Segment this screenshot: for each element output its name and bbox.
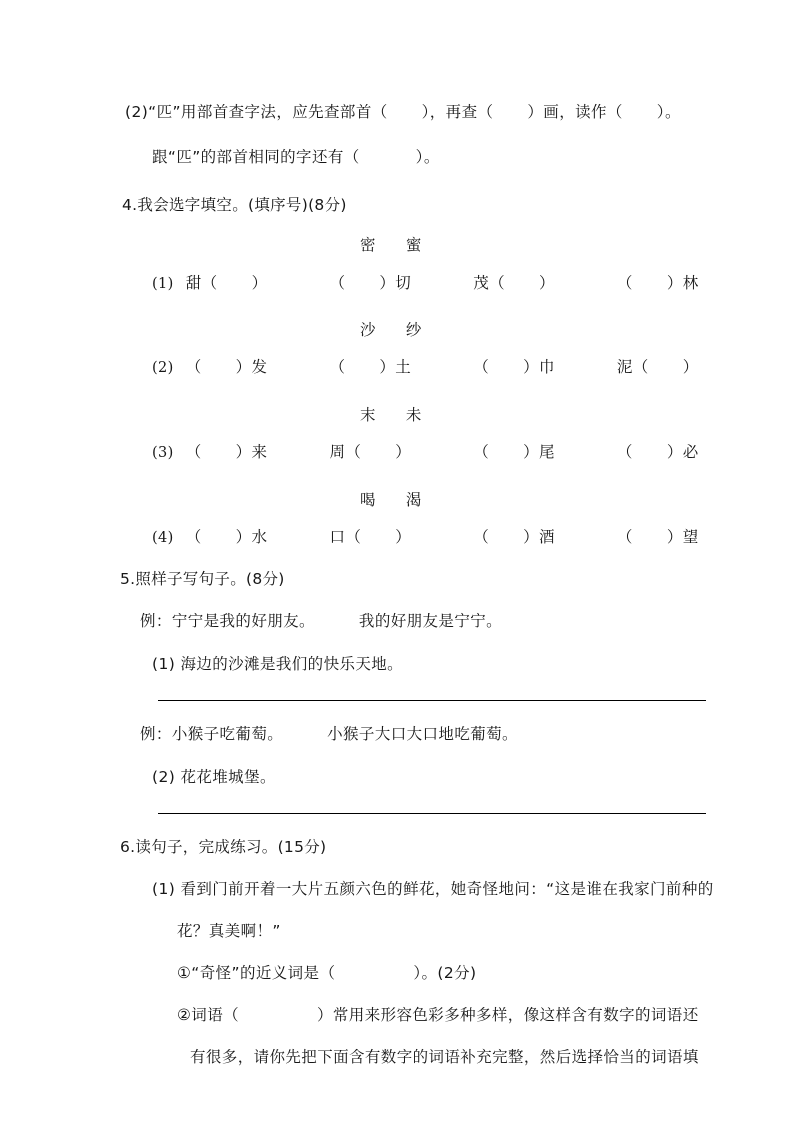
q4-group-2-choice-2: 纱 <box>405 321 422 339</box>
q5-example-1 <box>140 614 502 630</box>
q4-g1-c4-post: ）林 <box>666 274 699 292</box>
q4-g2-c4-post: ） <box>682 358 699 376</box>
q3-item2-line1-part3: ）画，读作（ <box>527 103 623 121</box>
q4-g1-c4-pre: （ <box>616 274 633 292</box>
q4-group-1-choices <box>360 233 422 255</box>
q4-g3-c2-post: ） <box>395 443 412 461</box>
q4-g1-c2-pre: （ <box>329 274 346 292</box>
q4-group-3-choice-1: 末 <box>360 406 376 424</box>
q4-g3-c4-pre: （ <box>616 443 633 461</box>
q4-g4-c2-pre: 口（ <box>329 528 362 546</box>
q4-group-2-number: (2) <box>152 360 174 376</box>
q4-g3-c1-pre: （ <box>185 443 202 461</box>
q6-item-1-line-1: (1) 看到门前开着一大片五颜六色的鲜花，她奇怪地问：“这是谁在我家门前种的 <box>152 880 714 898</box>
q4-g1-c2-post: ）切 <box>379 274 412 292</box>
q4-group-2-choices <box>360 318 422 340</box>
q3-item2-line2-part2: ）。 <box>415 148 440 166</box>
q4-group-2-row <box>152 360 699 376</box>
q4-g2-c1-pre: （ <box>185 358 202 376</box>
q4-g2-c2-pre: （ <box>329 358 346 376</box>
q4-group-3-choices <box>360 403 422 425</box>
q4-group-3-number: (3) <box>152 445 174 461</box>
q4-group-3-choice-2: 未 <box>405 406 422 424</box>
q6-sub-2-suffix: ）常用来形容色彩多种多样，像这样含有数字的词语还 <box>317 1006 699 1024</box>
q4-group-1-choice-1: 密 <box>360 236 376 254</box>
q4-group-4-choice-1: 喝 <box>360 491 376 509</box>
q4-g2-c3-post: ）巾 <box>523 358 555 376</box>
q5-item-2: (2) 花花堆城堡。 <box>152 768 276 786</box>
q3-item2-line1 <box>125 105 681 121</box>
q4-g4-c3-pre: （ <box>473 528 490 546</box>
q4-g3-c2-pre: 周（ <box>329 443 362 461</box>
q4-group-1-choice-2: 蜜 <box>405 236 422 254</box>
q5-example-2-label: 例： <box>140 725 172 743</box>
q4-group-4-choice-2: 渴 <box>405 491 422 509</box>
q6-sub-1-suffix: ）。(2分) <box>413 964 477 982</box>
q5-example-1-rewritten: 我的好朋友是宁宁。 <box>358 612 503 630</box>
q4-g2-c1-post: ）发 <box>235 358 268 376</box>
q5-example-1-original: 宁宁是我的好朋友。 <box>171 612 315 630</box>
q5-item-1-answer-line[interactable] <box>158 700 706 701</box>
q4-g2-c4-pre: 泥（ <box>616 358 649 376</box>
q4-g4-c4-pre: （ <box>616 528 633 546</box>
q4-g1-c3-post: ） <box>539 274 555 292</box>
q4-group-1-row <box>152 276 699 292</box>
q6-sub-1 <box>177 966 476 982</box>
q4-g1-c3-pre: 茂（ <box>473 274 505 292</box>
q4-g4-c1-pre: （ <box>185 528 202 546</box>
q3-item2-line2 <box>152 150 440 166</box>
q4-g1-c1-post: ） <box>251 274 268 292</box>
q5-heading: 5.照样子写句子。(8分) <box>120 570 285 588</box>
q5-item-2-answer-line[interactable] <box>158 813 706 814</box>
q6-heading: 6.读句子，完成练习。(15分) <box>120 838 327 856</box>
q4-group-1-number: (1) <box>152 276 174 292</box>
q4-g2-c3-pre: （ <box>473 358 490 376</box>
q4-g4-c3-post: ）酒 <box>523 528 555 546</box>
q6-sub-2-text: ②词语（ <box>177 1006 239 1024</box>
q3-item2-line1-part2: ），再查（ <box>421 103 494 121</box>
q4-group-4-choices <box>360 488 422 510</box>
q5-example-1-label: 例： <box>140 612 172 630</box>
q4-group-4-row <box>152 530 699 546</box>
q4-group-2-choice-1: 沙 <box>360 321 376 339</box>
q5-item-1: (1) 海边的沙滩是我们的快乐天地。 <box>152 655 404 673</box>
q6-sub-2-line-1 <box>177 1008 699 1024</box>
q4-g3-c4-post: ）必 <box>666 443 699 461</box>
q3-item2-line1-part1: (2)“匹”用部首查字法，应先查部首（ <box>125 103 388 121</box>
q3-item2-line1-part4: ）。 <box>656 103 681 121</box>
q4-g2-c2-post: ）土 <box>379 358 412 376</box>
q4-group-4-number: (4) <box>152 530 174 546</box>
q4-g4-c1-post: ）水 <box>235 528 268 546</box>
q4-g3-c1-post: ）来 <box>235 443 268 461</box>
q4-heading: 4.我会选字填空。(填序号)(8分) <box>122 196 347 214</box>
q6-item-1-line-2: 花？真美啊！” <box>177 922 281 940</box>
q4-g3-c3-post: ）尾 <box>523 443 555 461</box>
q6-sub-2-line-2: 有很多，请你先把下面含有数字的词语补充完整，然后选择恰当的词语填 <box>190 1048 699 1066</box>
q4-g4-c4-post: ）望 <box>666 528 699 546</box>
q5-example-2-rewritten: 小猴子大口大口地吃葡萄。 <box>327 725 518 743</box>
q4-g1-c1-pre: 甜（ <box>185 274 218 292</box>
q4-g4-c2-post: ） <box>395 528 412 546</box>
q4-g3-c3-pre: （ <box>473 443 490 461</box>
q3-item2-line2-part1: 跟“匹”的部首相同的字还有（ <box>152 148 360 166</box>
q6-sub-1-text: ①“奇怪”的近义词是（ <box>177 964 336 982</box>
q5-example-2-original: 小猴子吃葡萄。 <box>171 725 284 743</box>
q5-example-2 <box>140 727 518 743</box>
q4-group-3-row <box>152 445 699 461</box>
